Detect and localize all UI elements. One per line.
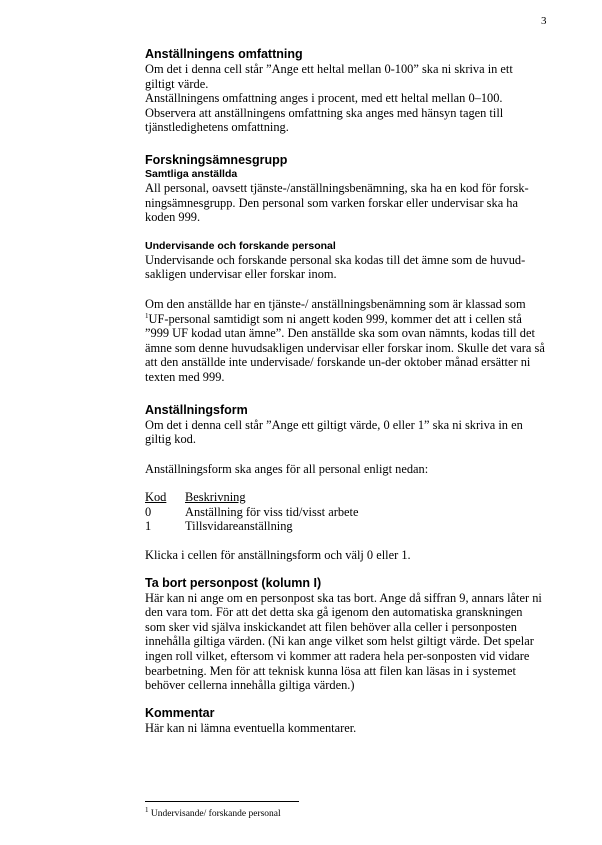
table-cell-code: 0 (145, 504, 152, 519)
paragraph: All personal, oavsett tjänste-/anställningsbenämning, ska ha en kod för forsk-ningsämnesgrupp. Den personal som varken forskar eller undervisar ska ha koden 999. (145, 180, 529, 225)
paragraph: Om det i denna cell står ”Ange ett giltigt värde, 0 eller 1” ska ni skriva in en giltig kod. (145, 417, 523, 447)
paragraph: Här kan ni ange om en personpost ska tas bort. Ange då siffran 9, annars låter ni den vara tom. För att det detta ska gå igenom den automatiska granskningen som sker vid själva inskickandet att filen behöver alla celler i personposten innehålla giltiga värden. (Ni kan ange vilket som helst giltigt värde. Det spelar ingen roll vilket, eftersom vi kommer att radera hela per-sonposten vid vidare bearbetning. Men för att teknisk kunna lösa att filen kan läsas in i systemet behöver cellerna innehålla giltiga värden.) (145, 590, 542, 693)
section-forskningsamnesgrupp (145, 153, 545, 385)
paragraph: Undervisande och forskande personal ska kodas till det ämne som de huvud-sakligen undervisar eller forskar inom. (145, 252, 526, 282)
table-header-row (145, 490, 358, 505)
column-header-beskrivning: Beskrivning (185, 490, 246, 505)
subheading: Samtliga anställda (145, 167, 238, 180)
paragraph-text: Om den anställde har en tjänste-/ anställningsbenämning som är klassad som (145, 296, 526, 311)
paragraph: Anställningens omfattning anges i procent, med ett heltal mellan 0–100. Observera att anställningens omfattning ska anges med hänsyn tagen till tjänstledighetens omfattning. (145, 91, 504, 135)
section-heading: Ta bort personpost (kolumn I) (145, 575, 322, 590)
section-anstallningsform (145, 403, 545, 563)
footnote-text: Undervisande/ forskande personal (148, 809, 281, 819)
footnote-marker: 1 (145, 805, 149, 814)
paragraph-text: UF-personal samtidigt som ni angett koden 999, kommer det att i cellen stå ”999 UF kodad utan ämne”. Den anställde ska som ovan nämnts, kodas till det ämne som denne huvudsakligen undervisar eller forskar inom. Skulle det vara så att den anställde inte undervisade/ forskande un-der oktober månad ersätter ni texten med 999. (145, 311, 545, 384)
table-row (145, 519, 358, 534)
footnote-separator (145, 801, 299, 802)
page-number: 3 (541, 15, 547, 27)
section-heading: Anställningens omfattning (145, 47, 303, 61)
table-row (145, 505, 358, 520)
paragraph: Anställningsform ska anges för all personal enligt nedan: (145, 461, 429, 476)
paragraph: Här kan ni lämna eventuella kommentarer. (145, 720, 357, 735)
column-header-kod: Kod (145, 490, 167, 505)
paragraph-with-footnote (145, 297, 545, 385)
table-cell-description: Anställning för viss tid/visst arbete (185, 504, 359, 519)
table-cell-code: 1 (145, 519, 152, 534)
footnote (145, 805, 281, 820)
section-heading: Kommentar (145, 705, 215, 720)
paragraph: Om det i denna cell står ”Ange ett heltal mellan 0-100” ska ni skriva in ett giltigt värde. (145, 62, 513, 91)
section-heading: Anställningsform (145, 402, 248, 417)
paragraph: Klicka i cellen för anställningsform och välj 0 eller 1. (145, 548, 411, 563)
section-ta-bort-personpost (145, 576, 545, 693)
footnote-reference: 1 (145, 311, 149, 320)
section-kommentar (145, 706, 545, 736)
section-anstallningens-omfattning (145, 47, 545, 135)
section-heading: Forskningsämnesgrupp (145, 152, 288, 167)
code-table (145, 490, 358, 534)
page-body (145, 47, 545, 735)
subheading: Undervisande och forskande personal (145, 239, 336, 252)
table-cell-description: Tillsvidareanställning (185, 519, 293, 534)
